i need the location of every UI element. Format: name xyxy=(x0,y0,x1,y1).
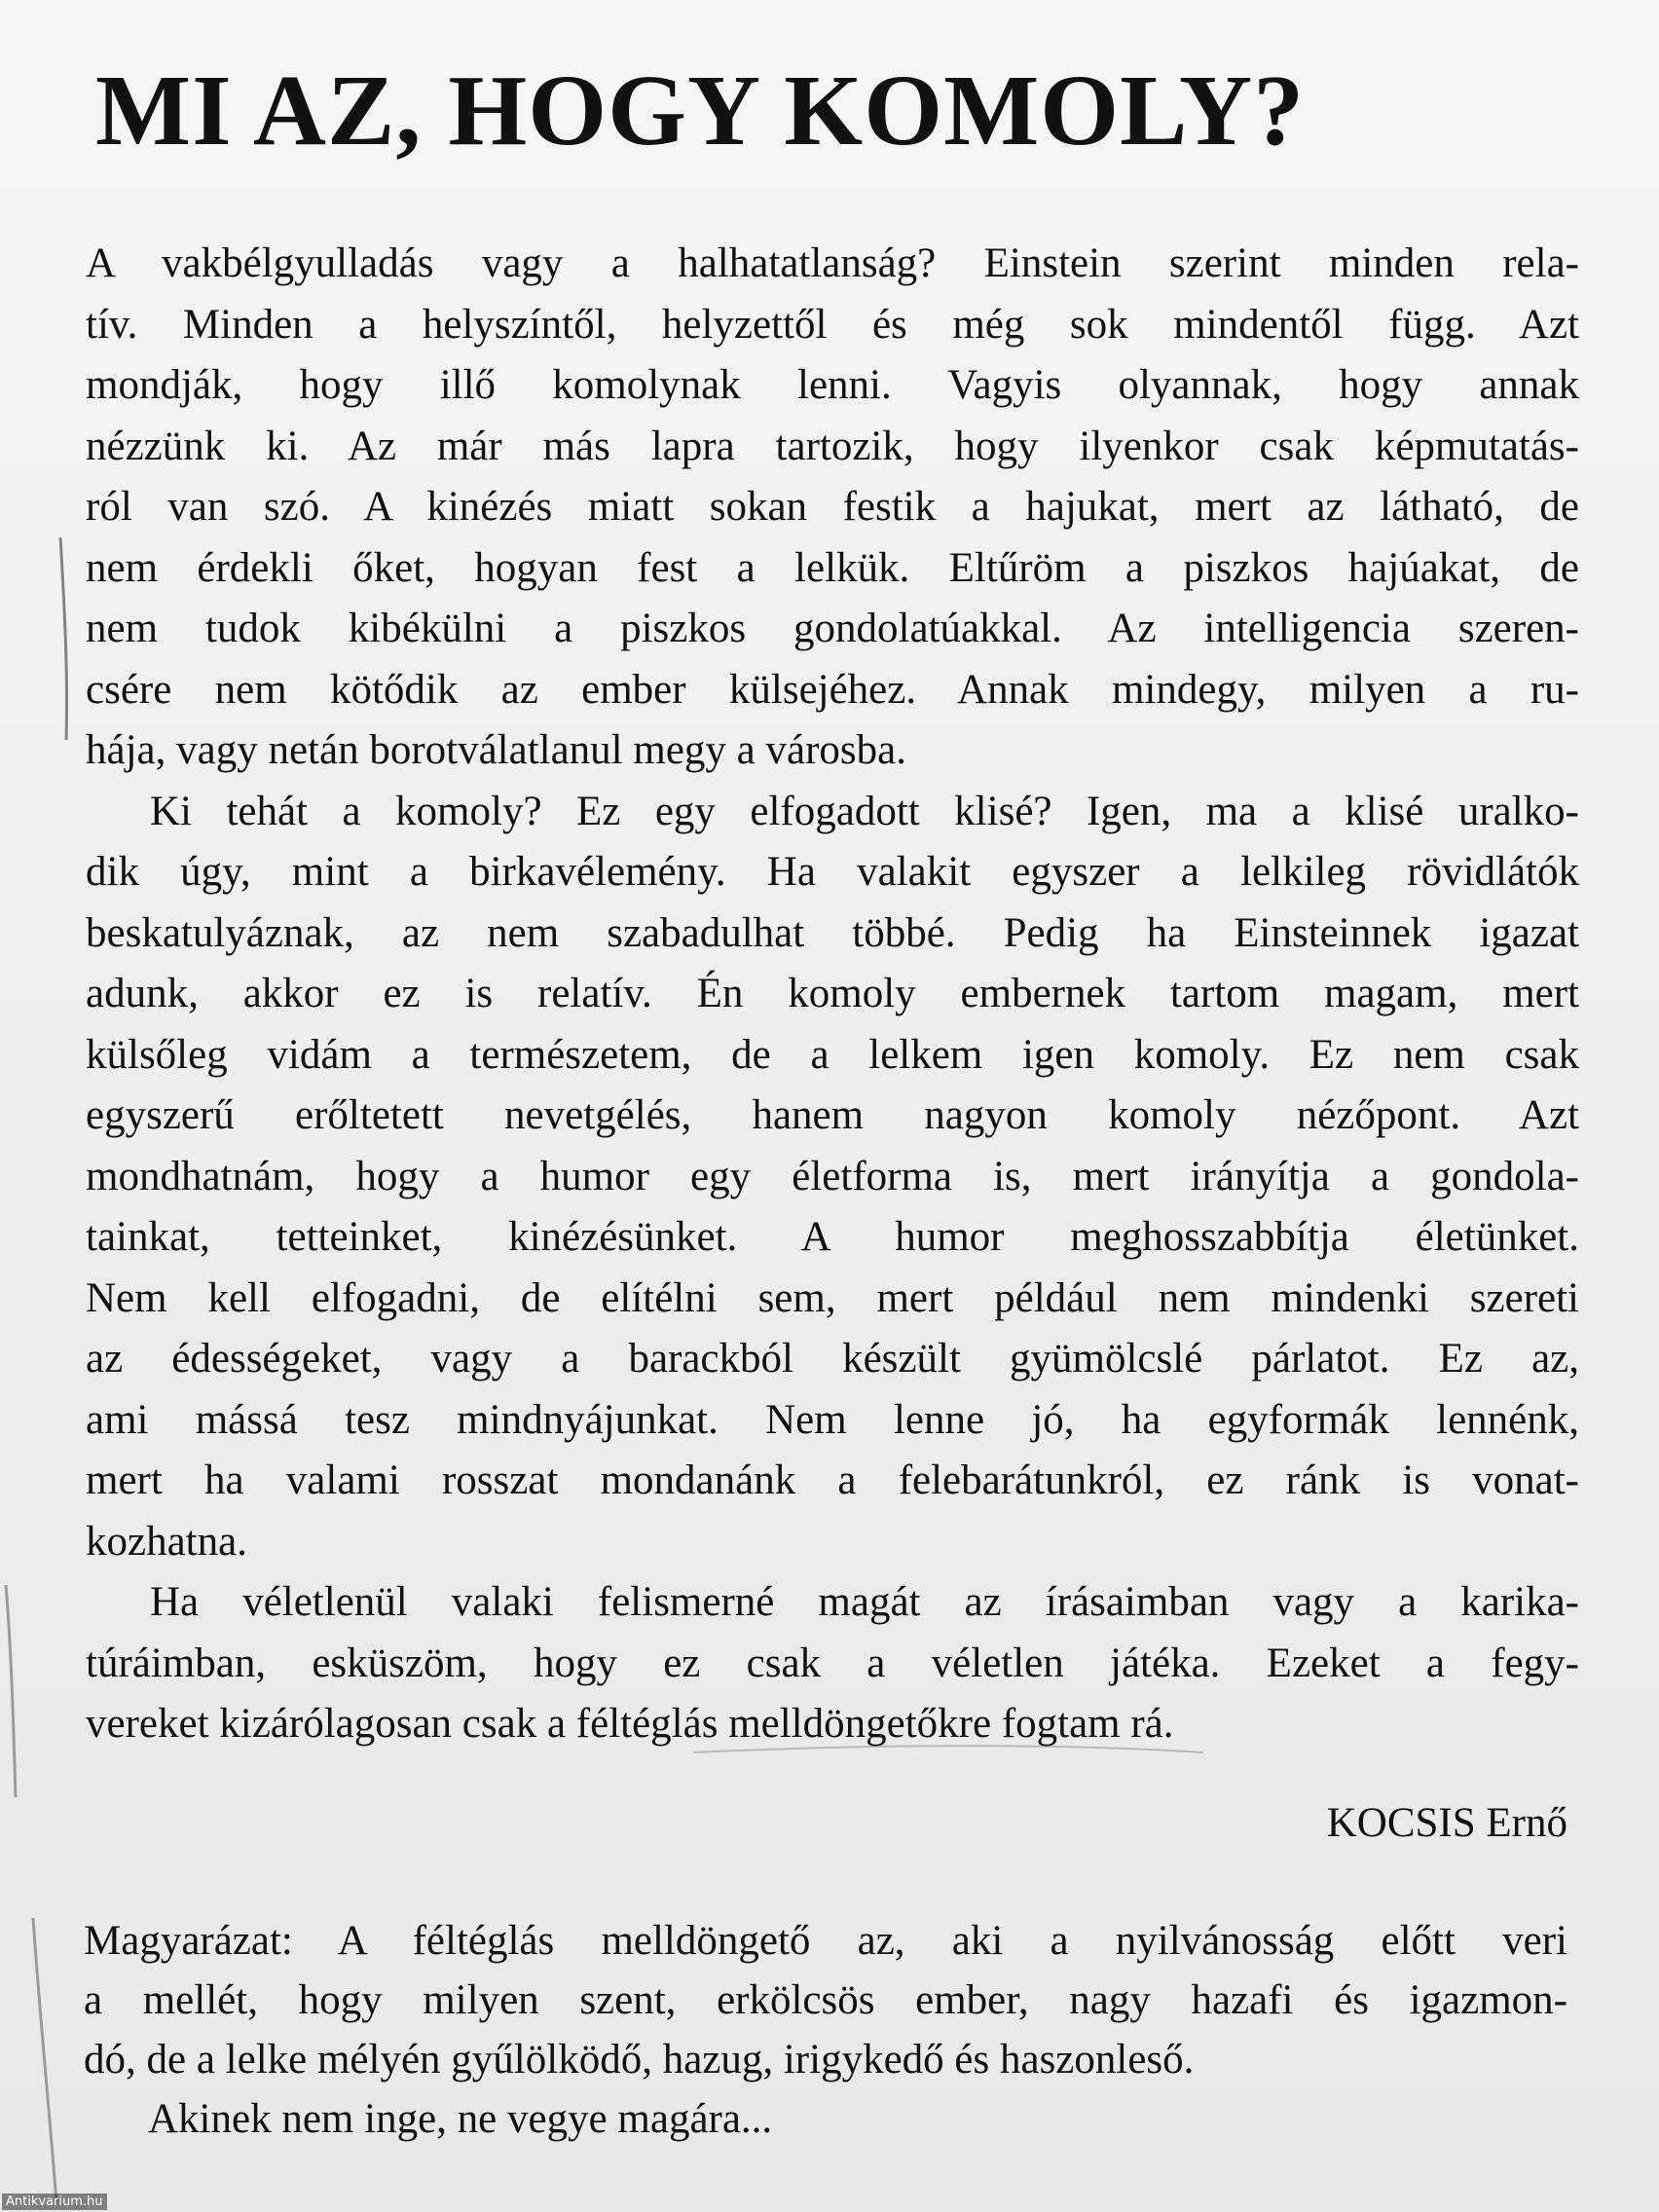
text-line: tainkat, tetteinket, kinézésünket. A humor meghosszabbítja életünket. xyxy=(86,1214,1579,1260)
text-line: az édességeket, vagy a barackból készült gyümölcslé párlatot. Ez az, xyxy=(86,1336,1579,1382)
text-line: ról van szó. A kinézés miatt sokan festik a hajukat, mert az látható, de xyxy=(86,484,1579,530)
text-line: külsőleg vidám a természetem, de a lelkem igen komoly. Ez nem csak xyxy=(86,1031,1579,1078)
text-line: ami mássá tesz mindnyájunkat. Nem lenne jó, ha egyformák lennénk, xyxy=(86,1396,1579,1443)
text-line: a mellét, hogy milyen szent, erkölcsös ember, nagy hazafi és igazmon- xyxy=(84,1977,1567,2023)
page-title: MI AZ, HOGY KOMOLY? xyxy=(95,55,1306,166)
text-line: beskatulyáznak, az nem szabadulhat többé. Pedig ha Einsteinnek igazat xyxy=(86,909,1579,956)
text-line: Magyarázat: A féltéglás melldöngető az, aki a nyilvánosság előtt veri xyxy=(84,1918,1567,1964)
paragraph-1 xyxy=(86,234,1579,782)
watermark: Antikvarium.hu xyxy=(2,2194,107,2210)
text-line: kozhatna. xyxy=(86,1518,247,1565)
paragraph-3 xyxy=(86,1572,1579,1755)
text-line: tív. Minden a helyszíntől, helyzettől és még sok mindentől függ. Azt xyxy=(86,301,1579,348)
text-line: hája, vagy netán borotválatlanul megy a városba. xyxy=(86,727,906,773)
text-line: nézzünk ki. Az már más lapra tartozik, hogy ilyenkor csak képmutatás- xyxy=(86,423,1579,469)
pencil-mark-left-3 xyxy=(33,1918,56,2202)
text-line: Ki tehát a komoly? Ez egy elfogadott klisé? Igen, ma a klisé uralko- xyxy=(150,788,1579,834)
text-line: dó, de a lelke mélyén gyűlölködő, hazug, irigykedő és haszonleső. xyxy=(84,2037,1195,2083)
text-line: vereket kizárólagosan csak a féltéglás melldöngetőkre fogtam rá. xyxy=(86,1701,1174,1747)
text-line: dik úgy, mint a birkavélemény. Ha valakit egyszer a lelkileg rövidlátók xyxy=(86,849,1579,895)
text-line: nem érdekli őket, hogyan fest a lelkük. Eltűröm a piszkos hajúakat, de xyxy=(86,544,1579,591)
author-signature: KOCSIS Ernő xyxy=(1326,1800,1567,1846)
text-line: A vakbélgyulladás vagy a halhatatlanság? Einstein szerint minden rela- xyxy=(86,240,1579,286)
text-line: Nem kell elfogadni, de elítélni sem, mert például nem mindenki szereti xyxy=(86,1274,1579,1321)
text-line: adunk, akkor ez is relatív. Én komoly embernek tartom magam, mert xyxy=(86,971,1579,1016)
text-line: mert ha valami rosszat mondanánk a felebarátunkról, ez ránk is vonat- xyxy=(86,1457,1579,1503)
text-line: Ha véletlenül valaki felismerné magát az írásaimban vagy a karika- xyxy=(150,1579,1579,1625)
text-line: túráimban, esküszöm, hogy ez csak a véletlen játéka. Ezeket a fegy- xyxy=(86,1640,1579,1686)
explanation-paragraph xyxy=(84,1911,1567,2149)
explanation-block xyxy=(84,1911,1567,2149)
text-line: mondhatnám, hogy a humor egy életforma is, mert irányítja a gondola- xyxy=(86,1153,1579,1199)
text-line: mondják, hogy illő komolynak lenni. Vagyis olyannak, hogy annak xyxy=(86,362,1579,408)
pencil-mark-left-1 xyxy=(60,537,67,740)
text-line: nem tudok kibékülni a piszkos gondolatúakkal. Az intelligencia szeren- xyxy=(86,606,1579,651)
text-line: csére nem kötődik az ember külsejéhez. Annak mindegy, milyen a ru- xyxy=(86,666,1579,713)
text-line: egyszerű erőltetett nevetgélés, hanem nagyon komoly nézőpont. Azt xyxy=(86,1092,1579,1138)
text-line: Akinek nem inge, ne vegye magára... xyxy=(148,2096,773,2142)
article-body xyxy=(86,234,1579,1755)
pencil-mark-left-2 xyxy=(6,1585,16,1797)
paragraph-2 xyxy=(86,782,1579,1573)
